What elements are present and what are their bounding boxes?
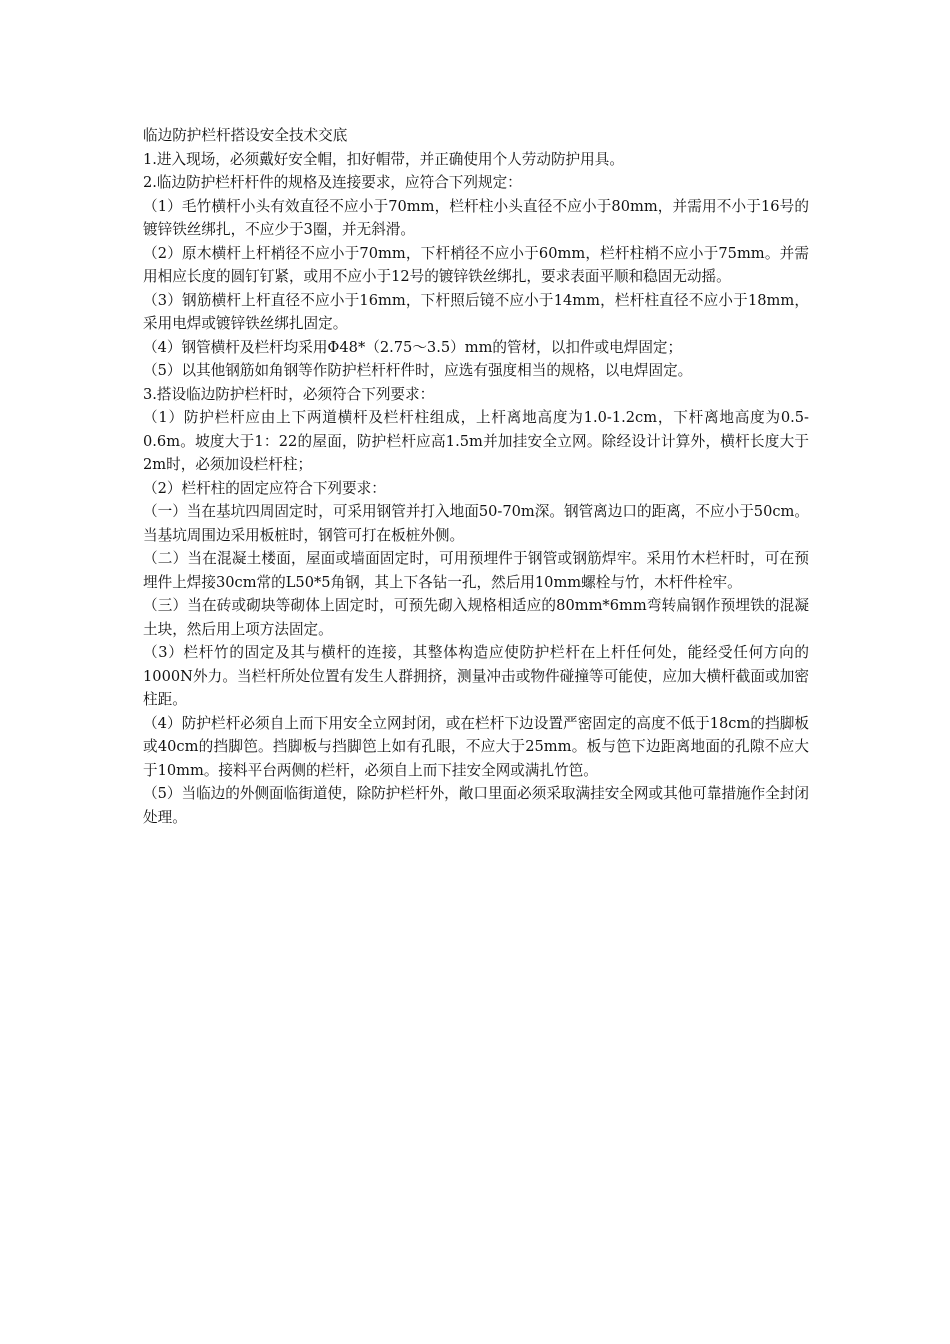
paragraph-15: （4）防护栏杆必须自上而下用安全立网封闭，或在栏杆下边设置严密固定的高度不低于18cm的挡脚板或40cm的挡脚笆。挡脚板与挡脚笆上如有孔眼，不应大于25mm。板与笆下边距离地面的孔隙不应大于10mm。接料平台两侧的栏杆，必须自上而下挂安全网或满扎竹笆。 (143, 714, 809, 779)
paragraph-3: （1）毛竹横杆小头有效直径不应小于70mm，栏杆柱小头直径不应小于80mm，并需用不小于16号的镀锌铁丝绑扎，不应少于3圈，并无斜滑。 (143, 197, 809, 238)
paragraph-9: （1）防护栏杆应由上下两道横杆及栏杆柱组成，上杆离地高度为1.0-1.2cm，下杆离地高度为0.5-0.6m。坡度大于1：22的屋面，防护栏杆应高1.5m并加挂安全立网。除经设计计算外，横杆长度大于2m时，必须加设栏杆柱； (143, 409, 809, 473)
document-page (143, 124, 809, 829)
paragraph-7: （5）以其他钢筋如角钢等作防护栏杆杆件时，应选有强度相当的规格，以电焊固定。 (143, 362, 693, 379)
paragraph-1: 1.进入现场，必须戴好安全帽，扣好帽带，并正确使用个人劳动防护用具。 (143, 150, 624, 168)
paragraph-4: （2）原木横杆上杆梢径不应小于70mm，下杆梢径不应小于60mm，栏杆柱梢不应小于75mm。并需用相应长度的圆钉钉紧，或用不应小于12号的镀锌铁丝绑扎，要求表面平顺和稳固无动摇。 (143, 244, 809, 285)
paragraph-2: 2.临边防护栏杆杆件的规格及连接要求，应符合下列规定： (143, 174, 522, 191)
paragraph-14: （3）栏杆竹的固定及其与横杆的连接，其整体构造应使防护栏杆在上杆任何处，能经受任何方向的1000N外力。当栏杆所处位置有发生人群拥挤，测量冲击或物件碰撞等可能使，应加大横杆截面或加密柱距。 (143, 644, 809, 708)
paragraph-10: （2）栏杆柱的固定应符合下列要求： (143, 479, 386, 497)
paragraph-6: （4）钢管横杆及栏杆均采用Φ48*（2.75～3.5）mm的管材，以扣件或电焊固定； (143, 338, 683, 356)
paragraph-13: （三）当在砖或砌块等砌体上固定时，可预先砌入规格相适应的80mm*6mm弯转扁钢作预埋铁的混凝土块，然后用上项方法固定。 (143, 597, 809, 638)
paragraph-12: （二）当在混凝土楼面，屋面或墙面固定时，可用预埋件于钢管或钢筋焊牢。采用竹木栏杆时，可在预埋件上焊接30cm常的L50*5角钢，其上下各钻一孔，然后用10mm螺栓与竹，木杆件栓牢。 (143, 550, 809, 591)
paragraph-8: 3.搭设临边防护栏杆时，必须符合下列要求： (143, 385, 435, 403)
paragraph-11: （一）当在基坑四周固定时，可采用钢管并打入地面50-70m深。钢管离边口的距离，不应小于50cm。当基坑周围边采用板桩时，钢管可打在板桩外侧。 (143, 503, 809, 544)
paragraph-5: （3）钢筋横杆上杆直径不应小于16mm，下杆照后镜不应小于14mm，栏杆柱直径不应小于18mm，采用电焊或镀锌铁丝绑扎固定。 (143, 291, 809, 332)
document-title: 临边防护栏杆搭设安全技术交底 (143, 127, 348, 144)
paragraph-16: （5）当临边的外侧面临街道使，除防护栏杆外，敞口里面必须采取满挂安全网或其他可靠措施作全封闭处理。 (143, 785, 810, 826)
